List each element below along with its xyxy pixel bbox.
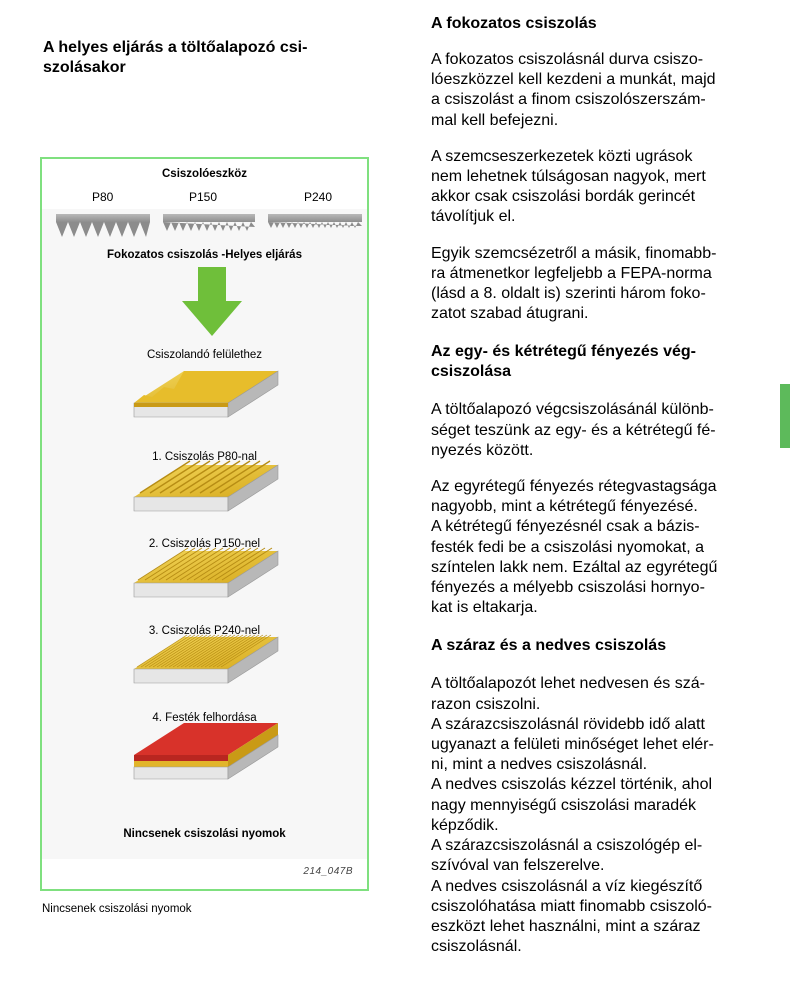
chapter-tab	[780, 384, 790, 448]
surface-block-painted	[134, 723, 278, 779]
left-title: A helyes eljárás a töltőalapozó csi- szolásakor	[43, 39, 308, 76]
sanding-figure	[40, 157, 369, 891]
sanding-strip-p240	[268, 214, 362, 228]
right-column	[431, 14, 761, 957]
sanding-strip-p80	[56, 214, 150, 237]
paragraph-3-1: A töltőalapozót lehet nedvesen és szá- razon csiszolni. A szárazcsiszolásnál rövidebb idő alatt ugyanazt a felületi minőséget lehet elér- ni, mint a nedves csiszolásnál. A nedves csiszolás kézzel történik, ahol nagy mennyiségű csiszolási maradék képződik. A szárazcsiszolásnál a csiszológép el- szívóval van felszerelve. A nedves csiszolásnál a víz kiegészítő csiszolóhatása miatt finomabb csiszoló- eszközt lehet használni, mint a száraz csiszolásnál.	[431, 675, 714, 956]
figure-code: 214_047B	[303, 866, 353, 877]
paragraph-2-2: Az egyrétegű fényezés rétegvastagsága nagyobb, mint a kétrétegű fényezésé. A kétrétegű fényezésnél csak a bázis- festék fedi be a csiszolási nyomokat, a színtelen lakk nem. Ezáltal az egyrétegű fényezés a mélyebb csiszolási hornyo- kat is eltakarja.	[431, 478, 718, 617]
surface-label: Csiszolandó felülethez	[146, 349, 263, 361]
surface-block-p150	[134, 548, 278, 597]
figure-header: Csiszolóeszköz	[162, 168, 247, 180]
method-label: Fokozatos csiszolás -Helyes eljárás	[107, 249, 302, 261]
result-label: Nincsenek csiszolási nyomok	[123, 828, 286, 840]
surface-block-p240	[134, 635, 278, 683]
sanding-strip-p150	[163, 214, 255, 231]
paragraph-2-1: A töltőalapozó végcsiszolásánál különb- séget teszünk az egy- és a kétrétegű fé- nyezés között.	[431, 401, 716, 459]
paragraph-1-2: A szemcseszerkezetek közti ugrások nem lehetnek túlságosan nagyok, mert akkor csak csiszolási bordák gerincét távolítjuk el.	[431, 147, 706, 226]
surface-block-p80	[134, 461, 278, 511]
grit-label-p240: P240	[304, 190, 333, 204]
step-label-1: 1. Csiszolás P80-nal	[152, 451, 257, 463]
section-heading-1: A fokozatos csiszolás	[431, 15, 597, 32]
step-label-3: 3. Csiszolás P240-nel	[148, 625, 261, 637]
step-label-2: 2. Csiszolás P150-nel	[148, 538, 261, 550]
figure-caption: Nincsenek csiszolási nyomok	[42, 903, 192, 915]
grit-label-p80: P80	[92, 190, 114, 204]
paragraph-1-3: Egyik szemcsézetről a másik, finomabb- ra átmenetkor legfeljebb a FEPA-norma (lásd a 8. oldalt is) szerinti három foko- zatot szabad átugrani.	[431, 244, 717, 323]
section-heading-2: Az egy- és kétrétegű fényezés vég- csiszolása	[431, 343, 696, 381]
down-arrow	[182, 267, 242, 336]
grit-label-p150: P150	[189, 190, 218, 204]
figure-illustrations	[42, 159, 367, 889]
step-label-4: 4. Festék felhordása	[152, 712, 257, 724]
surface-block-raw	[134, 371, 278, 417]
section-heading-3: A száraz és a nedves csiszolás	[431, 637, 667, 655]
paragraph-1-1: A fokozatos csiszolásnál durva csiszo- lóeszközzel kell kezdeni a munkát, majd a csiszolást a finom csiszolószerszám- mal kell befejezni.	[431, 51, 716, 129]
